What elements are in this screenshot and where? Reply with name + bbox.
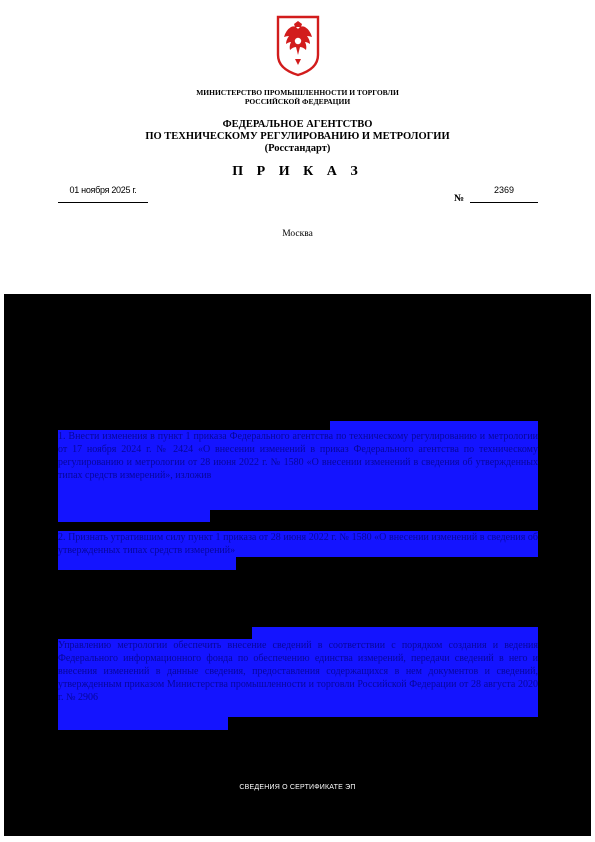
signature-certificate-label: СВЕДЕНИЯ О СЕРТИФИКАТЕ ЭП <box>239 784 356 791</box>
agency-line-3: (Росстандарт) <box>264 143 331 154</box>
highlighted-paragraph-1: 1. Внести изменения в пункт 1 приказа Федерального агентства по техническому регулированию и метрологии от 17 ноября 2024 г. № 2424 «О внесении изменений в приказ Федерального агентства по техническому регулированию и метрологии от 28 июня 2022 г. № 1580 «О внесении изменений в сведения об утвержденных типах средств измерений», изложив <box>58 430 538 510</box>
ministry-line-1: МИНИСТЕРСТВО ПРОМЫШЛЕННОСТИ И ТОРГОВЛИ <box>196 88 399 97</box>
number-label: № <box>454 193 465 204</box>
order-number: 2369 <box>470 185 538 203</box>
highlighted-paragraph-3: Управлению метрологии обеспечить внесение сведений в соответствии с порядком создания и ведения Федерального информационного фонда по обеспечению единства измерений, передачи сведений в него и внесения изменений в данные сведения, предоставления содержащихся в нем документов и сведений, утвержденным приказом Министерства промышленности и торговли Российской Федерации от 28 августа 2020 г. № 2906 <box>58 639 538 717</box>
highlight-line <box>252 627 538 639</box>
highlighted-paragraph-2: 2. Признать утратившим силу пункт 1 приказа от 28 июня 2022 г. № 1580 «О внесении изменений в сведения об утвержденных типах средств измерений» <box>58 532 538 556</box>
ministry-name <box>0 88 595 106</box>
agency-line-1: ФЕДЕРАЛЬНОЕ АГЕНТСТВО <box>222 119 373 130</box>
order-date: 01 ноября 2025 г. <box>58 185 148 203</box>
agency-name <box>0 119 595 155</box>
agency-line-2: ПО ТЕХНИЧЕСКОМУ РЕГУЛИРОВАНИЮ И МЕТРОЛОГИИ <box>145 131 450 142</box>
highlight-line <box>58 510 210 522</box>
document-type: П Р И К А З <box>232 164 363 179</box>
coat-of-arms-icon <box>276 15 320 77</box>
highlight-line <box>330 421 538 430</box>
highlight-line <box>58 557 236 570</box>
city: Москва <box>282 229 313 239</box>
ministry-line-2: РОССИЙСКОЙ ФЕДЕРАЦИИ <box>244 97 351 106</box>
highlight-line <box>58 717 228 730</box>
